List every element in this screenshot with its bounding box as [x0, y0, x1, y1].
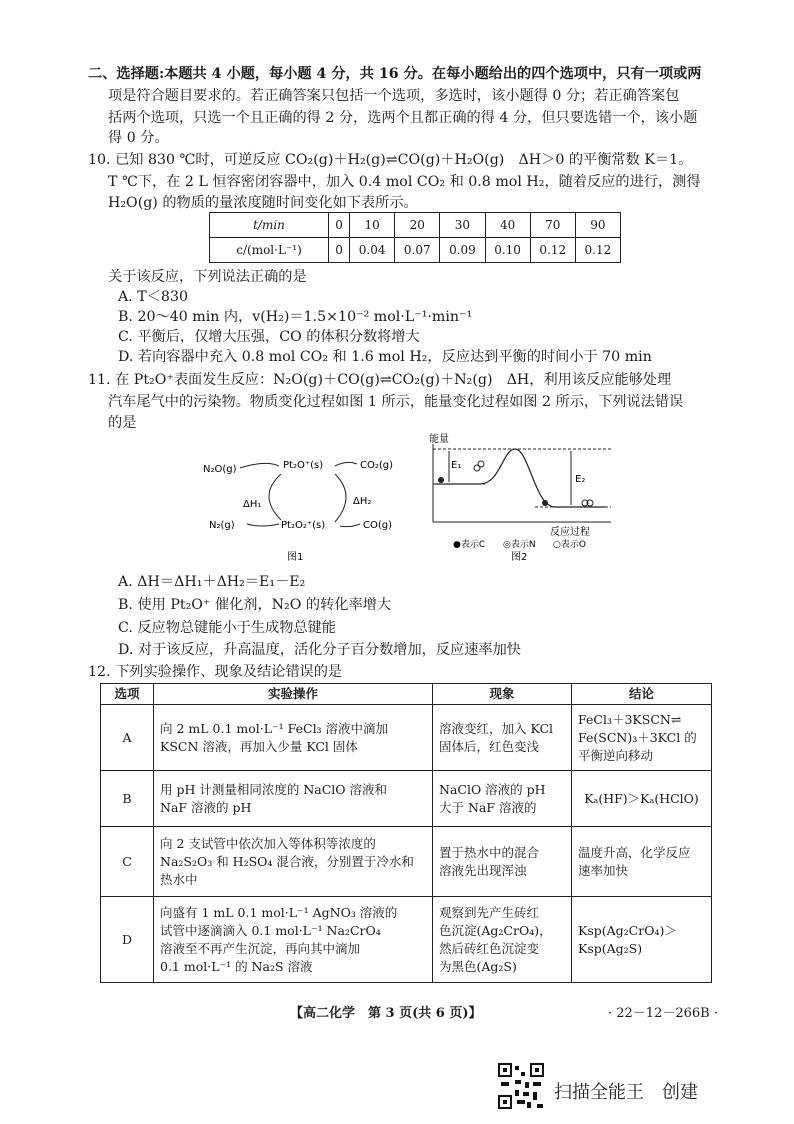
- q12-row-b-phenomenon-line: 大于 NaF 溶液的: [439, 799, 537, 815]
- q12-row-b-conclusion-line: Kₐ(HF)＞Kₐ(HClO): [584, 790, 699, 806]
- q12-row-b-phenomenon-line: NaClO 溶液的 pH: [439, 781, 546, 797]
- q10-conc-cell: 0: [329, 238, 350, 263]
- q12-row-d-phenomenon-line: 为黑色(Ag₂S): [439, 958, 517, 974]
- q12-row-a-conclusion: [572, 705, 712, 771]
- fig2-molecule: [438, 477, 444, 483]
- fig2-ylabel: 能量: [429, 434, 449, 445]
- q12-row-b-operation-line: 用 pH 计测量相同浓度的 NaClO 溶液和: [160, 781, 387, 797]
- q10-time-cell: 30: [440, 213, 485, 238]
- page-footer: 【高二化学 第 3 页(共 6 页)】: [290, 1006, 482, 1021]
- q10-time-cell: 90: [575, 213, 620, 238]
- q12-row-d-option: D: [101, 897, 154, 983]
- q12-row-b: [101, 771, 712, 827]
- q12-row-a-phenomenon: [433, 705, 572, 771]
- q10-stem-2: T ℃下，在 2 L 恒容密闭容器中，加入 0.4 mol CO₂ 和 0.8 mol H₂，随着反应的进行，测得: [108, 174, 701, 190]
- fig2-legend-c: ●表示C: [453, 540, 486, 550]
- q12-row-d: [101, 897, 712, 983]
- q12-row-c-phenomenon-line: 置于热水中的混合: [439, 844, 540, 860]
- q10-time-cell: 0: [329, 213, 350, 238]
- q10-conc-cell: 0.07: [395, 238, 440, 263]
- q10-conc-cell: 0.10: [485, 238, 530, 263]
- q11-stem-2: 汽车尾气中的污染物。物质变化过程如图 1 所示，能量变化过程如图 2 所示，下列说法错误: [108, 394, 684, 410]
- section-header-line-3: 括两个选项，只选一个且正确的得 2 分，选两个且都正确的得 4 分，但只要选错一个，该小题: [108, 110, 698, 126]
- fig2-e2-label: E₂: [575, 474, 586, 485]
- q10-question: 关于该反应，下列说法正确的是: [108, 269, 307, 285]
- q11-option-a: A. ΔH＝ΔH₁＋ΔH₂＝E₁－E₂: [118, 574, 306, 590]
- q12-row-a-phenomenon-line: 溶液变红，加入 KCl: [439, 720, 554, 736]
- q10-option-b: B. 20～40 min 内，v(H₂)＝1.5×10⁻² mol·L⁻¹·min⁻¹: [118, 309, 473, 325]
- q10-option-c: C. 平衡后，仅增大压强，CO 的体积分数将增大: [118, 329, 420, 345]
- q12-row-c-operation-line: 热水中: [160, 871, 198, 887]
- q10-time-cell: 70: [530, 213, 575, 238]
- q12-header-option: 选项: [101, 684, 154, 705]
- q12-header-conclusion: 结论: [572, 684, 712, 705]
- q12-row-b-phenomenon: [433, 771, 572, 827]
- q12-header-row: [101, 684, 712, 705]
- fig2-caption: 图2: [511, 552, 528, 562]
- q10-table-time-row: [210, 213, 621, 238]
- q12-experiment-table: [100, 683, 712, 983]
- figure-2-energy-diagram: [425, 432, 620, 562]
- fig1-pt2o-plus-label: Pt₂O⁺(s): [283, 460, 324, 471]
- fig1-arrow: [247, 524, 279, 526]
- section-header-line-4: 得 0 分。: [108, 130, 169, 146]
- q11-option-c: C. 反应物总键能小于生成物总键能: [118, 620, 336, 636]
- fig1-arrow: [335, 462, 357, 466]
- q10-time-cell: 10: [350, 213, 395, 238]
- q12-row-c-conclusion-line: 速率加快: [578, 862, 629, 878]
- q12-row-c-phenomenon: [433, 827, 572, 897]
- q12-row-a-conclusion-line: Fe(SCN)₃＋3KCl 的: [578, 729, 697, 745]
- q12-row-c-option: C: [101, 827, 154, 897]
- q10-conc-cell: 0.04: [350, 238, 395, 263]
- figure-1-cycle-diagram: [195, 452, 420, 567]
- q10-option-d: D. 若向容器中充入 0.8 mol CO₂ 和 1.6 mol H₂，反应达到平衡的时间小于 70 min: [118, 349, 652, 365]
- fig1-co2-label: CO₂(g): [360, 460, 394, 471]
- q12-row-c-operation-line: 向 2 支试管中依次加入等体积等浓度的: [160, 835, 376, 851]
- q10-conc-cell: 0.12: [575, 238, 620, 263]
- fig1-co-label: CO(g): [363, 520, 393, 531]
- q12-row-a-operation: [154, 705, 433, 771]
- q12-row-b-operation: [154, 771, 433, 827]
- section-header-line-2: 项是符合题目要求的。若正确答案只包括一个选项，多选时，该小题得 0 分；若正确答案包: [108, 88, 680, 104]
- q10-option-a: A. T＜830: [118, 289, 188, 305]
- fig2-e1-label: E₁: [451, 460, 462, 471]
- q12-row-d-operation: [154, 897, 433, 983]
- fig1-arrow: [335, 474, 346, 522]
- section-header-line-1: 二、选择题:本题共 4 小题，每小题 4 分，共 16 分。在每小题给出的四个选项中，只有一项或两: [88, 66, 702, 82]
- fig1-caption: 图1: [287, 552, 304, 563]
- fig1-arrow: [340, 524, 360, 527]
- q12-row-c-operation-line: Na₂S₂O₃ 和 H₂SO₄ 混合液，分别置于冷水和: [160, 853, 414, 869]
- fig1-dh2-label: ΔH₂: [353, 496, 372, 507]
- q12-header-operation: 实验操作: [154, 684, 433, 705]
- q12-row-c-operation: [154, 827, 433, 897]
- q12-row-c-conclusion-line: 温度升高，化学反应: [578, 844, 691, 860]
- q12-row-d-operation-line: 溶液至不再产生沉淀，再向其中滴加: [160, 940, 361, 956]
- q12-row-c-phenomenon-line: 溶液先出现浑浊: [439, 862, 527, 878]
- q11-stem-1: 11. 在 Pt₂O⁺表面发生反应：N₂O(g)＋CO(g)⇌CO₂(g)＋N₂(g) ΔH，利用该反应能够处理: [88, 372, 672, 388]
- q10-time-cell: 20: [395, 213, 440, 238]
- fig1-dh1-label: ΔH₁: [243, 499, 262, 510]
- exam-code: · 22－12－266B ·: [608, 1006, 718, 1021]
- q10-table-conc-row: [210, 238, 621, 263]
- fig2-molecule: [542, 500, 548, 506]
- q12-row-b-operation-line: NaF 溶液的 pH: [160, 799, 252, 815]
- fig1-pt2o2-plus-label: Pt₂O₂⁺(s): [281, 520, 326, 531]
- q12-row-d-conclusion: [572, 897, 712, 983]
- q10-table-time-label: t/min: [210, 213, 329, 238]
- q10-conc-cell: 0.09: [440, 238, 485, 263]
- q12-stem: 12. 下列实验操作、现象及结论错误的是: [88, 664, 343, 680]
- q12-row-d-phenomenon: [433, 897, 572, 983]
- q12-row-d-phenomenon-line: 然后砖红色沉淀变: [439, 940, 540, 956]
- q10-conc-cell: 0.12: [530, 238, 575, 263]
- fig2-legend-n: ◎表示N: [503, 540, 536, 550]
- q12-row-d-conclusion-line: Ksp(Ag₂S): [578, 940, 643, 956]
- q10-table-conc-label: c/(mol·L⁻¹): [210, 238, 329, 263]
- fig2-legend-o: ○表示O: [553, 540, 586, 550]
- fig1-n2o-label: N₂O(g): [203, 464, 237, 475]
- fig1-arrow: [240, 463, 279, 468]
- fig1-arrow: [269, 474, 281, 520]
- fig1-n2-label: N₂(g): [209, 520, 235, 531]
- q11-option-b: B. 使用 Pt₂O⁺ 催化剂，N₂O 的转化率增大: [118, 597, 392, 613]
- q12-row-d-phenomenon-line: 观察到先产生砖红: [439, 904, 540, 920]
- q10-data-table: [209, 212, 621, 263]
- q10-stem-1: 10. 已知 830 ℃时，可逆反应 CO₂(g)＋H₂(g)⇌CO(g)＋H₂O(g) ΔH＞0 的平衡常数 K＝1。: [88, 152, 693, 168]
- q12-row-a-phenomenon-line: 固体后，红色变浅: [439, 738, 540, 754]
- q12-row-d-operation-line: 试管中逐滴滴入 0.1 mol·L⁻¹ Na₂CrO₄: [160, 922, 381, 938]
- q12-row-a: [101, 705, 712, 771]
- q10-time-cell: 40: [485, 213, 530, 238]
- q12-header-phenomenon: 现象: [433, 684, 572, 705]
- q12-row-b-option: B: [101, 771, 154, 827]
- q12-row-c: [101, 827, 712, 897]
- q12-row-a-operation-line: 向 2 mL 0.1 mol·L⁻¹ FeCl₃ 溶液中滴加: [160, 720, 389, 736]
- q12-row-b-conclusion: [572, 771, 712, 827]
- q10-stem-3: H₂O(g) 的物质的量浓度随时间变化如下表所示。: [108, 195, 418, 211]
- fig2-molecule: [478, 461, 484, 467]
- q12-row-a-conclusion-line: 平衡逆向移动: [578, 747, 654, 763]
- q12-row-a-conclusion-line: FeCl₃＋3KSCN⇌: [578, 711, 682, 727]
- fig2-xlabel: 反应过程: [550, 527, 590, 538]
- q12-row-c-conclusion: [572, 827, 712, 897]
- q12-row-a-operation-line: KSCN 溶液，再加入少量 KCl 固体: [160, 738, 358, 754]
- q12-row-d-operation-line: 向盛有 1 mL 0.1 mol·L⁻¹ AgNO₃ 溶液的: [160, 904, 398, 920]
- q11-option-d: D. 对于该反应，升高温度，活化分子百分数增加，反应速率加快: [118, 642, 521, 658]
- scanner-watermark-text: 扫描全能王 创建: [554, 1082, 698, 1103]
- q11-stem-3: 的是: [108, 415, 137, 431]
- q12-row-d-conclusion-line: Ksp(Ag₂CrO₄)＞: [578, 922, 677, 938]
- q12-row-d-operation-line: 0.1 mol·L⁻¹ 的 Na₂S 溶液: [160, 958, 313, 974]
- q12-row-d-phenomenon-line: 色沉淀(Ag₂CrO₄)，: [439, 922, 552, 938]
- qr-code-icon: [497, 1062, 545, 1110]
- q12-row-a-option: A: [101, 705, 154, 771]
